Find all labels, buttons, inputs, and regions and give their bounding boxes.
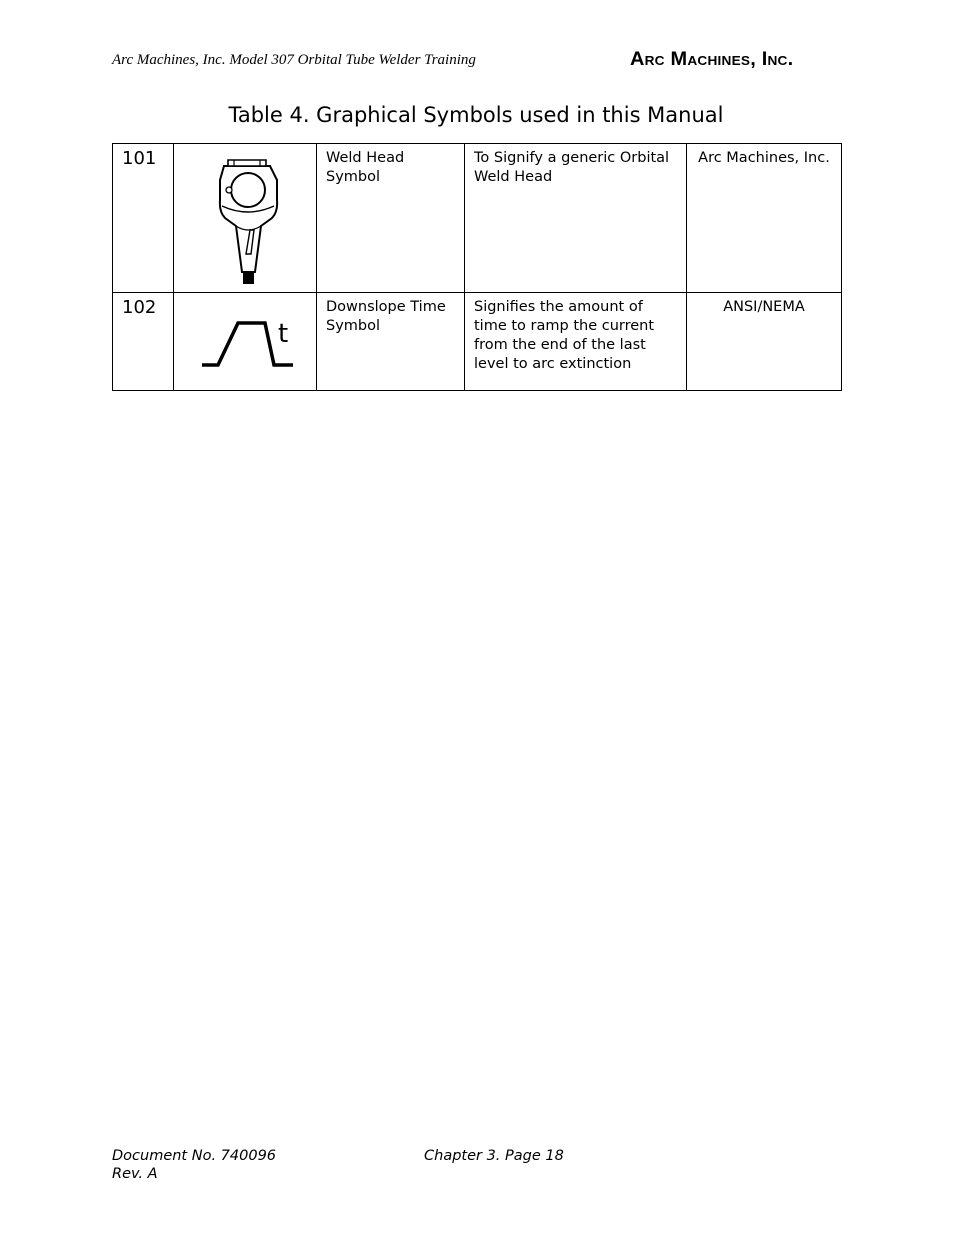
header-document-title: Arc Machines, Inc. Model 307 Orbital Tube Welder Training — [112, 52, 476, 68]
symbol-source: ANSI/NEMA — [687, 293, 842, 391]
downslope-time-icon — [174, 293, 316, 385]
footer-revision: Rev. A — [112, 1166, 158, 1182]
symbol-number: 102 — [113, 293, 174, 391]
table-title-text: Table 4. Graphical Symbols used in this Manual — [228, 103, 724, 127]
table-row — [113, 144, 842, 293]
symbol-name: Weld Head Symbol — [317, 144, 465, 293]
footer-page-number: Chapter 3. Page 18 — [424, 1148, 564, 1164]
company-logo: Arc Machines, Inc. — [630, 49, 794, 70]
symbol-image-cell — [174, 144, 317, 293]
symbol-number: 101 — [113, 144, 174, 293]
footer-document-number: Document No. 740096 — [112, 1148, 277, 1164]
symbol-source: Arc Machines, Inc. — [687, 144, 842, 293]
symbol-image-cell — [174, 293, 317, 391]
symbol-description: Signifies the amount of time to ramp the current from the end of the last level to arc extinction — [465, 293, 687, 391]
table-title — [0, 103, 954, 127]
symbol-description: To Signify a generic Orbital Weld Head — [465, 144, 687, 293]
time-symbol-label: t — [278, 319, 289, 349]
symbols-table — [112, 143, 842, 391]
footer-document-info — [112, 1147, 276, 1183]
symbol-name: Downslope Time Symbol — [317, 293, 465, 391]
table-row — [113, 293, 842, 391]
weld-head-icon — [174, 144, 316, 286]
